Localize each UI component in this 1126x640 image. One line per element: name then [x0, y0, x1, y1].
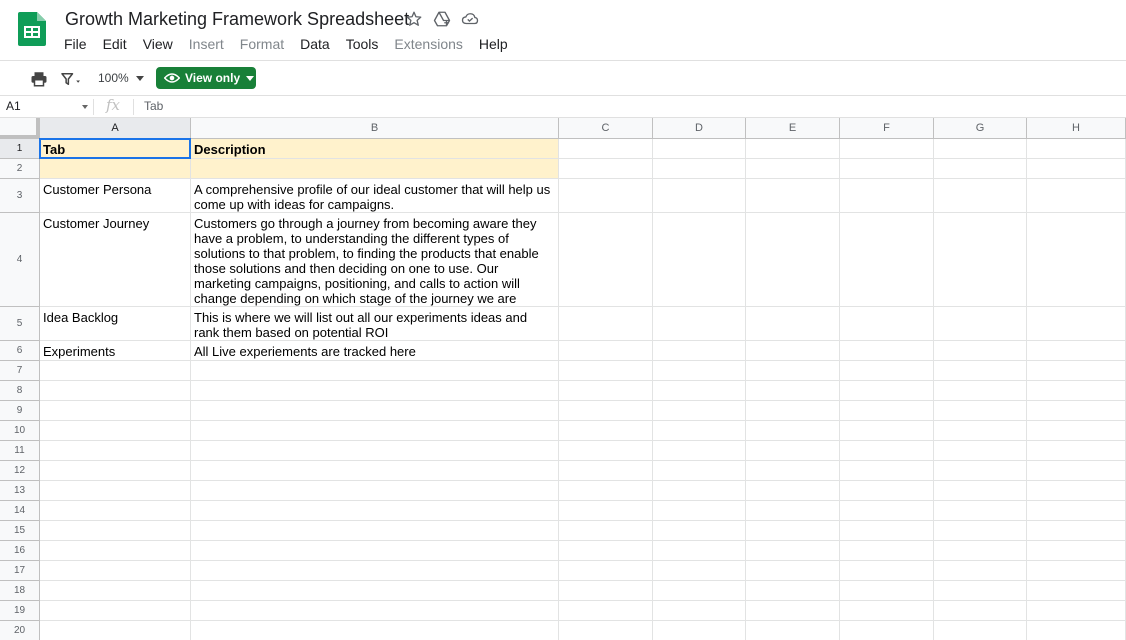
column-header-c[interactable]: C: [559, 118, 653, 139]
cell-c12[interactable]: [559, 461, 653, 481]
cell-g20[interactable]: [934, 621, 1027, 640]
cell-f11[interactable]: [840, 441, 934, 461]
cell-e16[interactable]: [746, 541, 840, 561]
row-header-17[interactable]: 17: [0, 561, 40, 581]
cell-b8[interactable]: [191, 381, 559, 401]
cell-h9[interactable]: [1027, 401, 1126, 421]
cell-e14[interactable]: [746, 501, 840, 521]
cell-h12[interactable]: [1027, 461, 1126, 481]
divider: [133, 99, 134, 115]
cell-e6[interactable]: [746, 341, 840, 361]
row-header-20[interactable]: 20: [0, 621, 40, 640]
cell-f1[interactable]: [840, 139, 934, 159]
column-header-d[interactable]: D: [653, 118, 746, 139]
row-header-19[interactable]: 19: [0, 601, 40, 621]
cell-g6[interactable]: [934, 341, 1027, 361]
cell-d13[interactable]: [653, 481, 746, 501]
print-icon[interactable]: [30, 70, 48, 88]
cell-e7[interactable]: [746, 361, 840, 381]
cell-h20[interactable]: [1027, 621, 1126, 640]
cell-b16[interactable]: [191, 541, 559, 561]
cell-c2[interactable]: [559, 159, 653, 179]
cell-f16[interactable]: [840, 541, 934, 561]
cell-b18[interactable]: [191, 581, 559, 601]
column-header-g[interactable]: G: [934, 118, 1027, 139]
cell-f19[interactable]: [840, 601, 934, 621]
cell-b12[interactable]: [191, 461, 559, 481]
row-header-2[interactable]: 2: [0, 159, 40, 179]
row-header-4[interactable]: 4: [0, 213, 40, 307]
cell-c15[interactable]: [559, 521, 653, 541]
row-header-12[interactable]: 12: [0, 461, 40, 481]
cell-g13[interactable]: [934, 481, 1027, 501]
cell-b10[interactable]: [191, 421, 559, 441]
cell-d16[interactable]: [653, 541, 746, 561]
cell-a3[interactable]: Customer Persona: [40, 179, 191, 213]
cell-b14[interactable]: [191, 501, 559, 521]
cell-d7[interactable]: [653, 361, 746, 381]
row-header-6[interactable]: 6: [0, 341, 40, 361]
cell-e8[interactable]: [746, 381, 840, 401]
cell-f18[interactable]: [840, 581, 934, 601]
cell-h8[interactable]: [1027, 381, 1126, 401]
cell-a9[interactable]: [40, 401, 191, 421]
menu-help[interactable]: Help: [478, 36, 508, 52]
cell-g16[interactable]: [934, 541, 1027, 561]
column-header-b[interactable]: B: [191, 118, 559, 139]
cell-e3[interactable]: [746, 179, 840, 213]
cell-h1[interactable]: [1027, 139, 1126, 159]
cell-d8[interactable]: [653, 381, 746, 401]
function-icon: fx: [106, 96, 121, 114]
cell-c1[interactable]: [559, 139, 653, 159]
cell-b15[interactable]: [191, 521, 559, 541]
cell-e2[interactable]: [746, 159, 840, 179]
cell-f17[interactable]: [840, 561, 934, 581]
cell-h17[interactable]: [1027, 561, 1126, 581]
cell-g12[interactable]: [934, 461, 1027, 481]
cell-g2[interactable]: [934, 159, 1027, 179]
row-header-9[interactable]: 9: [0, 401, 40, 421]
cell-b1[interactable]: Description: [191, 139, 559, 159]
view-only-label: View only: [185, 71, 241, 85]
cell-f5[interactable]: [840, 307, 934, 341]
cell-d1[interactable]: [653, 139, 746, 159]
cell-b19[interactable]: [191, 601, 559, 621]
row-header-11[interactable]: 11: [0, 441, 40, 461]
row-header-10[interactable]: 10: [0, 421, 40, 441]
cell-b13[interactable]: [191, 481, 559, 501]
cell-d19[interactable]: [653, 601, 746, 621]
cell-e18[interactable]: [746, 581, 840, 601]
column-header-a[interactable]: A: [40, 118, 191, 139]
chevron-down-icon[interactable]: [82, 105, 88, 109]
cell-g4[interactable]: [934, 213, 1027, 307]
cell-a4[interactable]: Customer Journey: [40, 213, 191, 307]
cell-b7[interactable]: [191, 361, 559, 381]
cell-f4[interactable]: [840, 213, 934, 307]
cell-d9[interactable]: [653, 401, 746, 421]
cell-a11[interactable]: [40, 441, 191, 461]
cell-c5[interactable]: [559, 307, 653, 341]
cell-b4[interactable]: Customers go through a journey from becoming aware they have a problem, to understanding the different types of solutions to that problem, to finding the products that enable those solutions and then deciding on one to use. Our marketing campaigns, positioning, and calls to action will change depending on which stage of the journey we are: [191, 213, 559, 307]
cell-a5[interactable]: Idea Backlog: [40, 307, 191, 341]
cell-e15[interactable]: [746, 521, 840, 541]
cell-f9[interactable]: [840, 401, 934, 421]
drive-move-icon[interactable]: [433, 10, 451, 28]
cell-d3[interactable]: [653, 179, 746, 213]
zoom-select[interactable]: 100%: [98, 71, 129, 85]
cell-a18[interactable]: [40, 581, 191, 601]
cell-h18[interactable]: [1027, 581, 1126, 601]
row-header-13[interactable]: 13: [0, 481, 40, 501]
cell-b2[interactable]: [191, 159, 559, 179]
cell-b3[interactable]: A comprehensive profile of our ideal customer that will help us come up with ideas for campaigns.: [191, 179, 559, 213]
row-header-7[interactable]: 7: [0, 361, 40, 381]
cell-d17[interactable]: [653, 561, 746, 581]
chevron-down-icon[interactable]: [136, 76, 144, 81]
cell-g10[interactable]: [934, 421, 1027, 441]
cell-g9[interactable]: [934, 401, 1027, 421]
cell-d4[interactable]: [653, 213, 746, 307]
menu-insert[interactable]: Insert: [188, 36, 224, 52]
cell-e10[interactable]: [746, 421, 840, 441]
cell-d6[interactable]: [653, 341, 746, 361]
spreadsheet-grid[interactable]: [0, 118, 1126, 640]
cell-a20[interactable]: [40, 621, 191, 640]
cell-c19[interactable]: [559, 601, 653, 621]
menu-view[interactable]: View: [142, 36, 173, 52]
cell-a2[interactable]: [40, 159, 191, 179]
cell-f12[interactable]: [840, 461, 934, 481]
cell-g3[interactable]: [934, 179, 1027, 213]
column-header-h[interactable]: H: [1027, 118, 1126, 139]
view-only-button[interactable]: [156, 67, 256, 89]
cell-c11[interactable]: [559, 441, 653, 461]
cell-h2[interactable]: [1027, 159, 1126, 179]
cell-f2[interactable]: [840, 159, 934, 179]
column-header-e[interactable]: E: [746, 118, 840, 139]
cell-b5[interactable]: This is where we will list out all our experiments ideas and rank them based on potential ROI: [191, 307, 559, 341]
cell-c17[interactable]: [559, 561, 653, 581]
row-header-8[interactable]: 8: [0, 381, 40, 401]
cell-a19[interactable]: [40, 601, 191, 621]
cell-h15[interactable]: [1027, 521, 1126, 541]
cell-a8[interactable]: [40, 381, 191, 401]
formula-bar: [0, 96, 1126, 118]
cell-a16[interactable]: [40, 541, 191, 561]
filter-icon[interactable]: [58, 70, 84, 88]
cell-f3[interactable]: [840, 179, 934, 213]
cell-f15[interactable]: [840, 521, 934, 541]
cell-g18[interactable]: [934, 581, 1027, 601]
cell-c13[interactable]: [559, 481, 653, 501]
cell-e9[interactable]: [746, 401, 840, 421]
cell-b6[interactable]: All Live experiements are tracked here: [191, 341, 559, 361]
cell-d15[interactable]: [653, 521, 746, 541]
cell-c9[interactable]: [559, 401, 653, 421]
cell-c20[interactable]: [559, 621, 653, 640]
column-header-f[interactable]: F: [840, 118, 934, 139]
cell-h6[interactable]: [1027, 341, 1126, 361]
cell-f10[interactable]: [840, 421, 934, 441]
star-icon[interactable]: [405, 10, 423, 28]
cell-f14[interactable]: [840, 501, 934, 521]
sheets-logo-icon[interactable]: [18, 12, 46, 46]
cell-g7[interactable]: [934, 361, 1027, 381]
eye-icon: [164, 72, 180, 84]
cell-c3[interactable]: [559, 179, 653, 213]
cell-a14[interactable]: [40, 501, 191, 521]
menu-bar: [64, 36, 524, 52]
cell-a10[interactable]: [40, 421, 191, 441]
cell-g11[interactable]: [934, 441, 1027, 461]
row-header-3[interactable]: 3: [0, 179, 40, 213]
cell-c6[interactable]: [559, 341, 653, 361]
cell-g8[interactable]: [934, 381, 1027, 401]
cloud-saved-icon[interactable]: [461, 10, 479, 28]
cell-e17[interactable]: [746, 561, 840, 581]
cell-e5[interactable]: [746, 307, 840, 341]
cell-d11[interactable]: [653, 441, 746, 461]
cell-b9[interactable]: [191, 401, 559, 421]
cell-f20[interactable]: [840, 621, 934, 640]
cell-d5[interactable]: [653, 307, 746, 341]
cell-c7[interactable]: [559, 361, 653, 381]
cell-g1[interactable]: [934, 139, 1027, 159]
cell-f8[interactable]: [840, 381, 934, 401]
cell-e12[interactable]: [746, 461, 840, 481]
row-header-1[interactable]: 1: [0, 139, 40, 159]
cell-c14[interactable]: [559, 501, 653, 521]
cell-c8[interactable]: [559, 381, 653, 401]
menu-format[interactable]: Format: [239, 36, 285, 52]
cell-h4[interactable]: [1027, 213, 1126, 307]
cell-h16[interactable]: [1027, 541, 1126, 561]
cell-d2[interactable]: [653, 159, 746, 179]
cell-g15[interactable]: [934, 521, 1027, 541]
cell-d18[interactable]: [653, 581, 746, 601]
cell-h13[interactable]: [1027, 481, 1126, 501]
cell-g5[interactable]: [934, 307, 1027, 341]
cell-e19[interactable]: [746, 601, 840, 621]
cell-c16[interactable]: [559, 541, 653, 561]
menu-extensions[interactable]: Extensions: [394, 36, 463, 52]
cell-h3[interactable]: [1027, 179, 1126, 213]
cell-e20[interactable]: [746, 621, 840, 640]
cell-a1[interactable]: Tab: [40, 139, 191, 159]
cell-h10[interactable]: [1027, 421, 1126, 441]
cell-g19[interactable]: [934, 601, 1027, 621]
row-header-14[interactable]: 14: [0, 501, 40, 521]
select-all-corner[interactable]: [0, 118, 40, 139]
cell-c18[interactable]: [559, 581, 653, 601]
app-header: [0, 0, 1126, 60]
cell-d20[interactable]: [653, 621, 746, 640]
cell-h19[interactable]: [1027, 601, 1126, 621]
cell-e13[interactable]: [746, 481, 840, 501]
menu-tools[interactable]: Tools: [345, 36, 379, 52]
cell-a7[interactable]: [40, 361, 191, 381]
row-header-5[interactable]: 5: [0, 307, 40, 341]
cell-a15[interactable]: [40, 521, 191, 541]
cell-f7[interactable]: [840, 361, 934, 381]
divider: [93, 99, 94, 115]
cell-b20[interactable]: [191, 621, 559, 640]
cell-c4[interactable]: [559, 213, 653, 307]
menu-data[interactable]: Data: [300, 36, 330, 52]
cell-b11[interactable]: [191, 441, 559, 461]
menu-edit[interactable]: Edit: [102, 36, 127, 52]
formula-input[interactable]: Tab: [144, 99, 164, 113]
cell-d10[interactable]: [653, 421, 746, 441]
cell-e4[interactable]: [746, 213, 840, 307]
row-header-16[interactable]: 16: [0, 541, 40, 561]
cell-c10[interactable]: [559, 421, 653, 441]
cell-a13[interactable]: [40, 481, 191, 501]
cell-b17[interactable]: [191, 561, 559, 581]
cell-f13[interactable]: [840, 481, 934, 501]
cell-a6[interactable]: Experiments: [40, 341, 191, 361]
cell-h5[interactable]: [1027, 307, 1126, 341]
cell-e11[interactable]: [746, 441, 840, 461]
name-box[interactable]: A1: [6, 99, 21, 113]
cell-f6[interactable]: [840, 341, 934, 361]
cell-a12[interactable]: [40, 461, 191, 481]
cell-e1[interactable]: [746, 139, 840, 159]
document-title[interactable]: Growth Marketing Framework Spreadsheet: [65, 9, 410, 29]
row-header-15[interactable]: 15: [0, 521, 40, 541]
menu-file[interactable]: File: [64, 36, 87, 52]
cell-g17[interactable]: [934, 561, 1027, 581]
cell-a17[interactable]: [40, 561, 191, 581]
cell-h11[interactable]: [1027, 441, 1126, 461]
cell-g14[interactable]: [934, 501, 1027, 521]
cell-d12[interactable]: [653, 461, 746, 481]
cell-d14[interactable]: [653, 501, 746, 521]
cell-h7[interactable]: [1027, 361, 1126, 381]
row-header-18[interactable]: 18: [0, 581, 40, 601]
toolbar: [0, 60, 1126, 96]
cell-h14[interactable]: [1027, 501, 1126, 521]
chevron-down-icon: [246, 76, 254, 81]
